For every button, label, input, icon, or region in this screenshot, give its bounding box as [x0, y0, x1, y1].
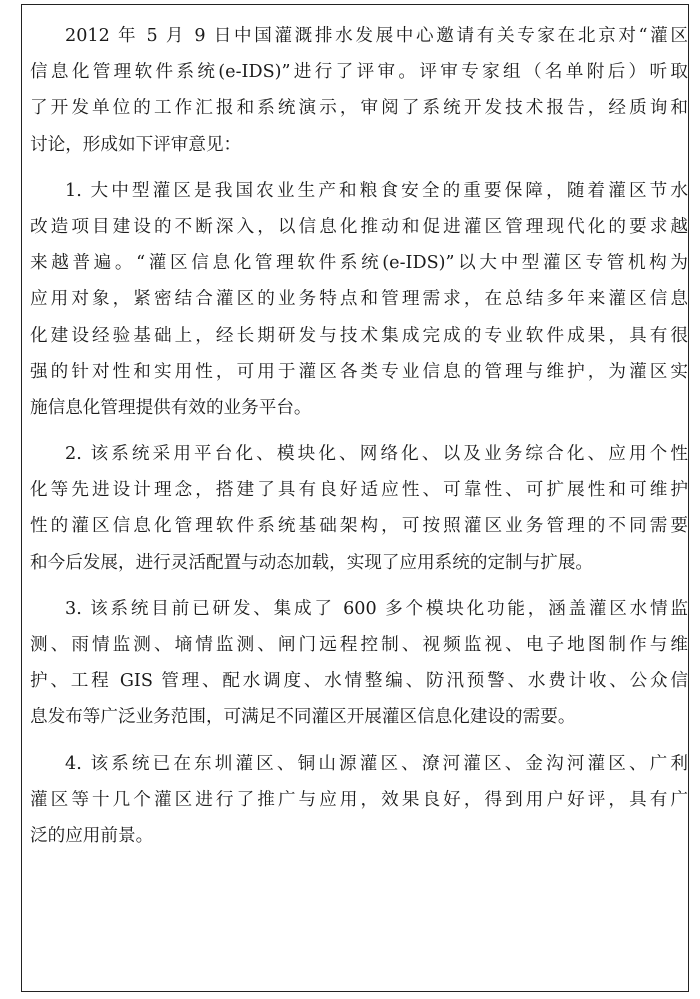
- text-line: 和今后发展，进行灵活配置与动态加载，实现了应用系统的定制与扩展。: [30, 552, 594, 573]
- text-line: 息发布等广泛业务范围，可满足不同灌区开展灌区信息化建设的需要。: [30, 707, 576, 728]
- text-line: 2. 该系统采用平台化、模块化、网络化、以及业务综合化、应用个性: [65, 444, 688, 465]
- text-line: 来越普遍。“灌区信息化管理软件系统(e-IDS)”以大中型灌区专管机构为: [30, 253, 688, 274]
- text-line: 护、工程 GIS 管理、配水调度、水情整编、防汛预警、水费计收、公众信: [30, 671, 688, 692]
- text-line: 测、雨情监测、墒情监测、闸门远程控制、视频监视、电子地图制作与维: [30, 635, 688, 655]
- text-line: 2012 年 5 月 9 日中国灌溉排水发展中心邀请有关专家在北京对“灌区: [65, 26, 688, 46]
- paragraph-item-3: [30, 591, 688, 736]
- text-line: 泛的应用前景。: [30, 825, 154, 846]
- text-line: 改造项目建设的不断深入，以信息化推动和促进灌区管理现代化的要求越: [30, 216, 688, 237]
- text-line: 了开发单位的工作汇报和系统演示，审阅了系统开发技术报告，经质询和: [30, 98, 688, 119]
- document-body: [30, 18, 688, 864]
- text-line: 1. 大中型灌区是我国农业生产和粮食安全的重要保障，随着灌区节水: [65, 180, 688, 201]
- paragraph-intro: [30, 18, 688, 163]
- text-line: 施信息化管理提供有效的业务平台。: [30, 397, 312, 418]
- text-line: 强的针对性和实用性，可用于灌区各类专业信息的管理与维护，为灌区实: [30, 361, 688, 382]
- paragraph-item-2: [30, 436, 688, 581]
- text-line: 化等先进设计理念，搭建了具有良好适应性、可靠性、可扩展性和可维护: [30, 480, 688, 501]
- text-line: 信息化管理软件系统(e-IDS)”进行了评审。评审专家组（名单附后）听取: [30, 62, 688, 83]
- text-line: 性的灌区信息化管理软件系统基础架构，可按照灌区业务管理的不同需要: [30, 516, 688, 537]
- text-line: 3. 该系统目前已研发、集成了 600 多个模块化功能，涵盖灌区水情监: [65, 598, 688, 619]
- paragraph-item-1: [30, 173, 688, 426]
- paragraph-item-4: [30, 746, 688, 855]
- text-line: 4. 该系统已在东圳灌区、铜山源灌区、潦河灌区、金沟河灌区、广利: [65, 753, 688, 774]
- text-line: 讨论，形成如下评审意见：: [30, 134, 242, 155]
- text-line: 化建设经验基础上，经长期研发与技术集成完成的专业软件成果，具有很: [30, 325, 688, 346]
- text-line: 灌区等十几个灌区进行了推广与应用，效果良好，得到用户好评，具有广: [30, 789, 688, 810]
- text-line: 应用对象，紧密结合灌区的业务特点和管理需求，在总结多年来灌区信息: [30, 289, 688, 310]
